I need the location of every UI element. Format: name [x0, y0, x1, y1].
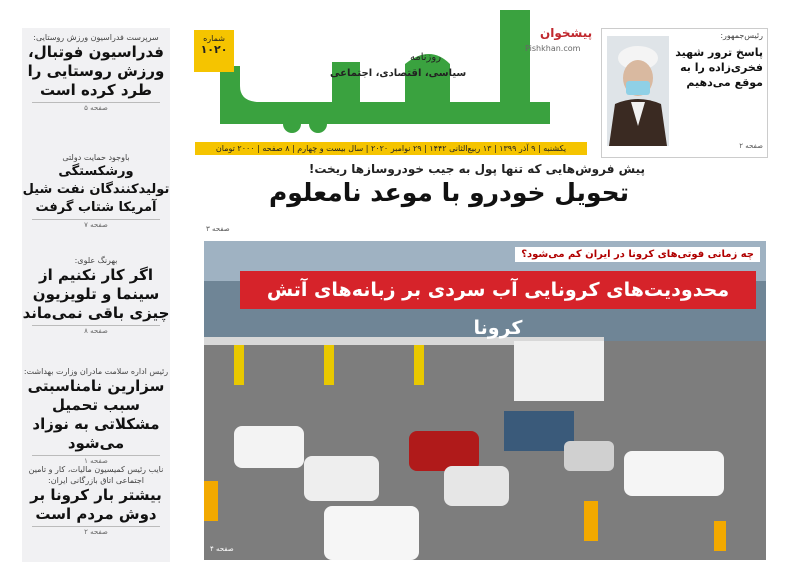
- left-story-2[interactable]: [22, 152, 170, 229]
- topics-label: سیاسی، اقتصادی، اجتماعی: [330, 68, 467, 79]
- issue-number: ۱۰۲۰: [200, 43, 228, 56]
- daily-label: روزنامه: [410, 52, 442, 63]
- main-page: صفحه ۳: [206, 225, 230, 233]
- president-photo: [607, 36, 669, 146]
- right-title[interactable]: پاسخ ترور شهید فخری‌زاده را به موقع می‌دهیم: [675, 46, 763, 89]
- story-page: صفحه ۷: [32, 219, 160, 229]
- date-bar: [195, 142, 587, 155]
- photo-headline[interactable]: محدودیت‌های کرونایی آب سردی بر زبانه‌های آتش کرونا: [240, 271, 756, 309]
- left-story-3[interactable]: [22, 255, 170, 335]
- masthead: [190, 4, 600, 142]
- date-text: یکشنبه | ۹ آذر ۱۳۹۹ | ۱۳ ربیع‌الثانی ۱۴۴۲ | ۲۹ نوامبر ۲۰۲۰ | سال بیست و چهارم | ۸ صفحه | ۲۰۰۰ تومان: [215, 144, 567, 153]
- story-kicker: رئیس اداره سلامت مادران وزارت بهداشت:: [23, 367, 169, 376]
- pishkhan-url[interactable]: Pishkhan.com: [525, 44, 581, 53]
- photo-question: چه زمانی فوتی‌های کرونا در ایران کم می‌شود؟: [515, 247, 760, 262]
- story-page: صفحه ۱: [32, 455, 160, 465]
- story-page: صفحه ۲: [32, 526, 160, 536]
- story-kicker: بهرنگ علوی:: [74, 256, 118, 265]
- issue-label: شماره: [203, 34, 225, 43]
- story-title[interactable]: بیشتر بار کرونا بر دوش مردم است: [30, 486, 162, 523]
- photo-page: صفحه ۴: [210, 545, 234, 553]
- pishkhan-logo[interactable]: پیشخوان: [540, 26, 593, 40]
- story-title[interactable]: اگر کار نکنیم از سینما و تلویزیون چیزی باقی نمی‌ماند: [22, 266, 170, 322]
- story-kicker: سرپرست فدراسیون ورزش روستایی:: [33, 33, 159, 42]
- main-headline[interactable]: تحویل خودرو با موعد نامعلوم: [268, 178, 630, 207]
- story-kicker: نایب رئیس کمیسیون مالیات، کار و تامین اجتماعی اتاق بازرگانی ایران:: [28, 465, 164, 485]
- issue-box: [194, 30, 234, 72]
- story-page: صفحه ۸: [32, 325, 160, 335]
- person-icon: [607, 36, 669, 146]
- left-story-5[interactable]: [22, 464, 170, 536]
- story-page: صفحه ۵: [32, 102, 160, 112]
- left-story-1[interactable]: [22, 32, 170, 112]
- main-photo[interactable]: [204, 241, 766, 560]
- right-news-box[interactable]: [601, 28, 768, 158]
- right-kicker: رئیس‌جمهور:: [720, 31, 763, 40]
- story-title[interactable]: فدراسیون فوتبال، ورزش روستایی را طرد کرده است: [27, 43, 165, 99]
- main-kicker: پیش فروش‌هایی که تنها پول به جیب خودروسازها ریخت!: [308, 162, 645, 176]
- left-news-column: [22, 28, 170, 562]
- story-title[interactable]: ورشکستگی تولیدکنندگان نفت شیل آمریکا شتاب گرفت: [22, 164, 170, 215]
- right-page: صفحه ۲: [739, 142, 763, 150]
- story-kicker: باوجود حمایت دولتی: [62, 153, 130, 162]
- left-story-4[interactable]: [22, 366, 170, 465]
- story-title[interactable]: سزارین نامناسبتی سبب تحمیل مشکلاتی به نوزاد می‌شود: [27, 377, 165, 452]
